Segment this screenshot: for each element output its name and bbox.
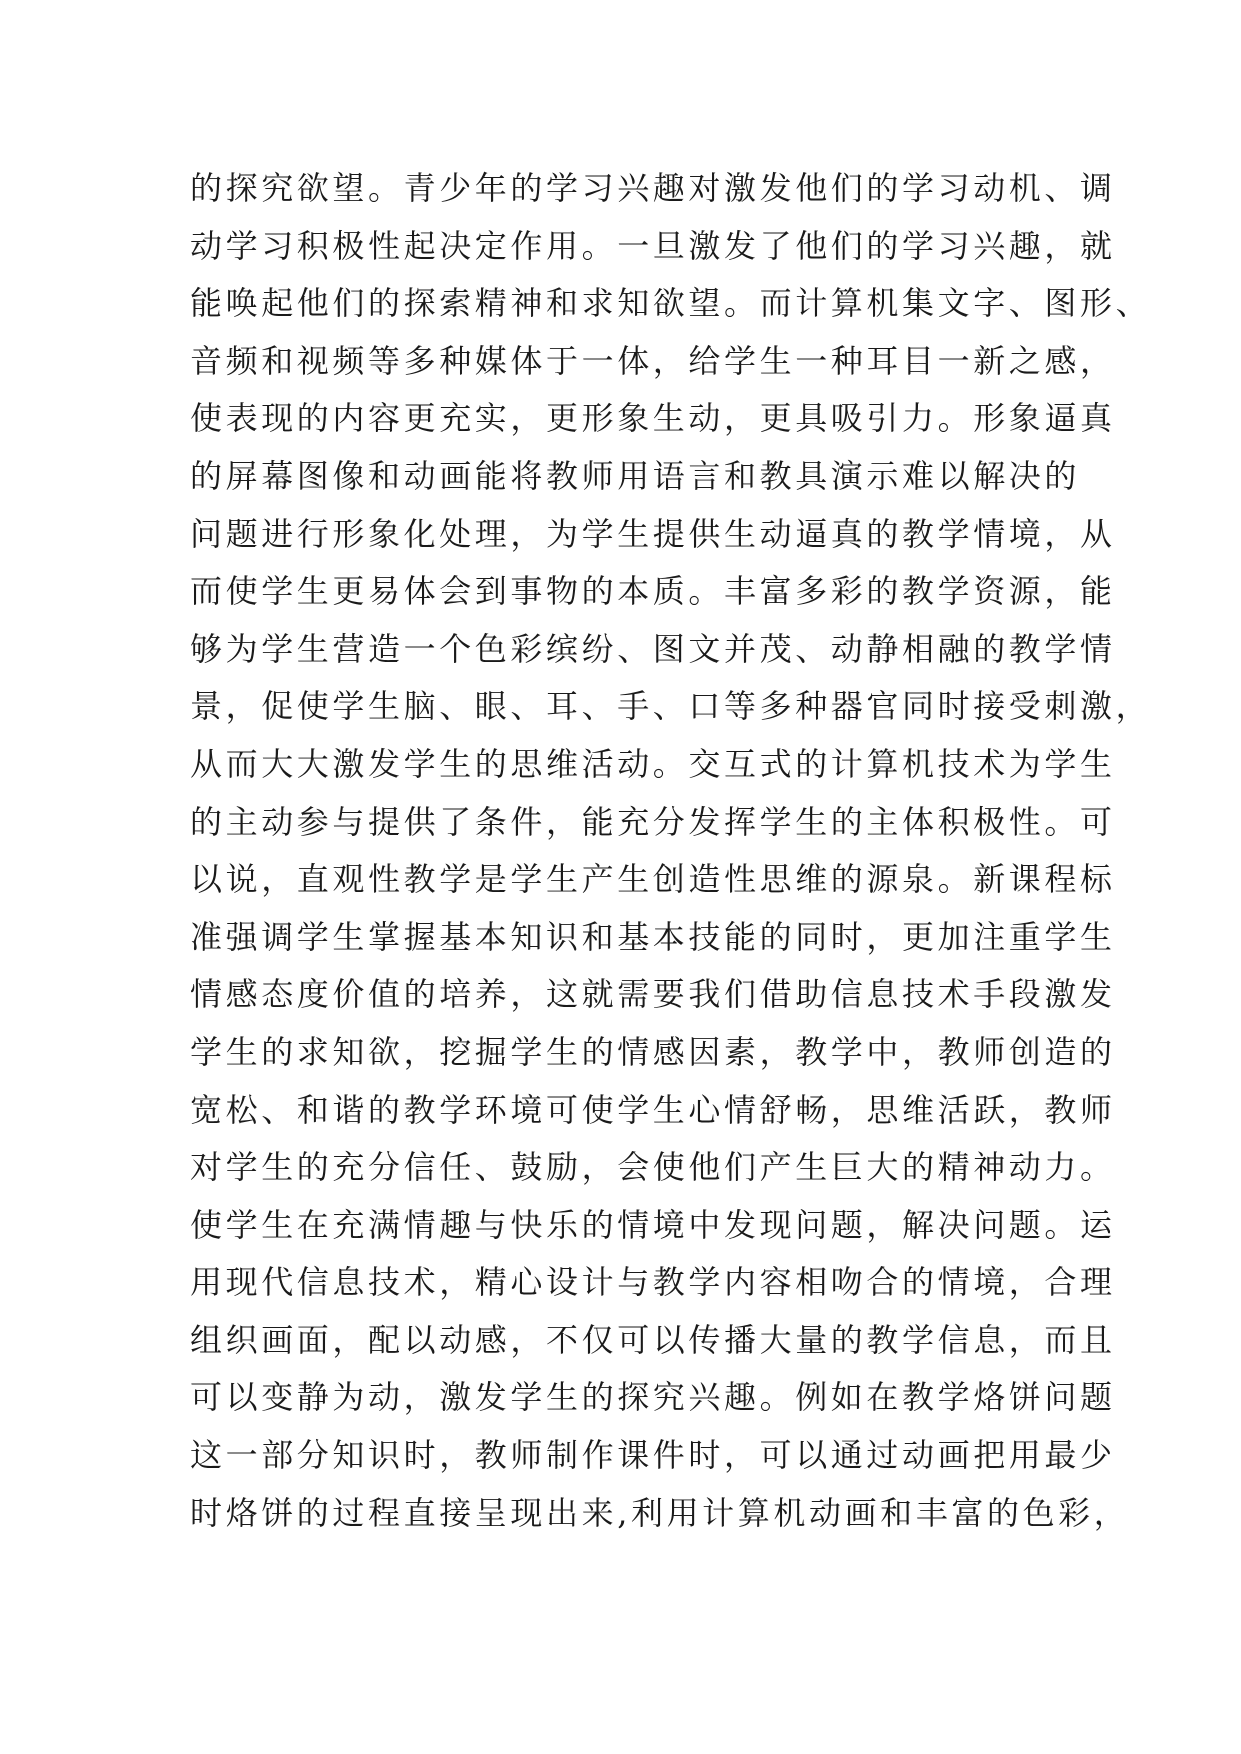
text-line: 音频和视频等多种媒体于一体，给学生一种耳目一新之感， [190,341,1116,380]
text-line: 够为学生营造一个色彩缤纷、图文并茂、动静相融的教学情 [190,629,1116,668]
text-line: 使学生在充满情趣与快乐的情境中发现问题，解决问题。运 [190,1205,1116,1244]
text-line: 问题进行形象化处理，为学生提供生动逼真的教学情境，从 [190,514,1116,553]
text-line: 用现代信息技术，精心设计与教学内容相吻合的情境，合理 [190,1263,1116,1302]
text-line: 以说，直观性教学是学生产生创造性思维的源泉。新课程标 [190,860,1116,899]
text-line: 而使学生更易体会到事物的本质。丰富多彩的教学资源，能 [190,572,1116,611]
text-line: 对学生的充分信任、鼓励，会使他们产生巨大的精神动力。 [190,1148,1116,1187]
text-line: 准强调学生掌握基本知识和基本技能的同时，更加注重学生 [190,917,1116,956]
text-line: 的主动参与提供了条件，能充分发挥学生的主体积极性。可 [190,802,1116,841]
text-line: 的屏幕图像和动画能将教师用语言和教具演示难以解决的 [190,456,1081,495]
text-line: 景，促使学生脑、眼、耳、手、口等多种器官同时接受刺激， [190,687,1152,726]
text-line: 从而大大激发学生的思维活动。交互式的计算机技术为学生 [190,744,1116,783]
text-line: 可以变静为动，激发学生的探究兴趣。例如在教学烙饼问题 [190,1378,1116,1417]
text-line: 使表现的内容更充实，更形象生动，更具吸引力。形象逼真 [190,399,1116,438]
text-line: 情感态度价值的培养，这就需要我们借助信息技术手段激发 [190,975,1116,1014]
text-line: 的探究欲望。青少年的学习兴趣对激发他们的学习动机、调 [190,169,1116,207]
text-line: 能唤起他们的探索精神和求知欲望。而计算机集文字、图形、 [190,284,1152,323]
body-text [190,160,1152,1542]
text-line: 学生的求知欲，挖掘学生的情感因素，教学中，教师创造的 [190,1032,1116,1071]
text-line: 时烙饼的过程直接呈现出来,利用计算机动画和丰富的色彩， [190,1493,1130,1532]
text-line: 这一部分知识时，教师制作课件时，可以通过动画把用最少 [190,1436,1116,1475]
text-line: 宽松、和谐的教学环境可使学生心情舒畅，思维活跃，教师 [190,1090,1116,1129]
text-line: 动学习积极性起决定作用。一旦激发了他们的学习兴趣，就 [190,226,1116,265]
text-line: 组织画面，配以动感，不仅可以传播大量的教学信息，而且 [190,1320,1116,1359]
